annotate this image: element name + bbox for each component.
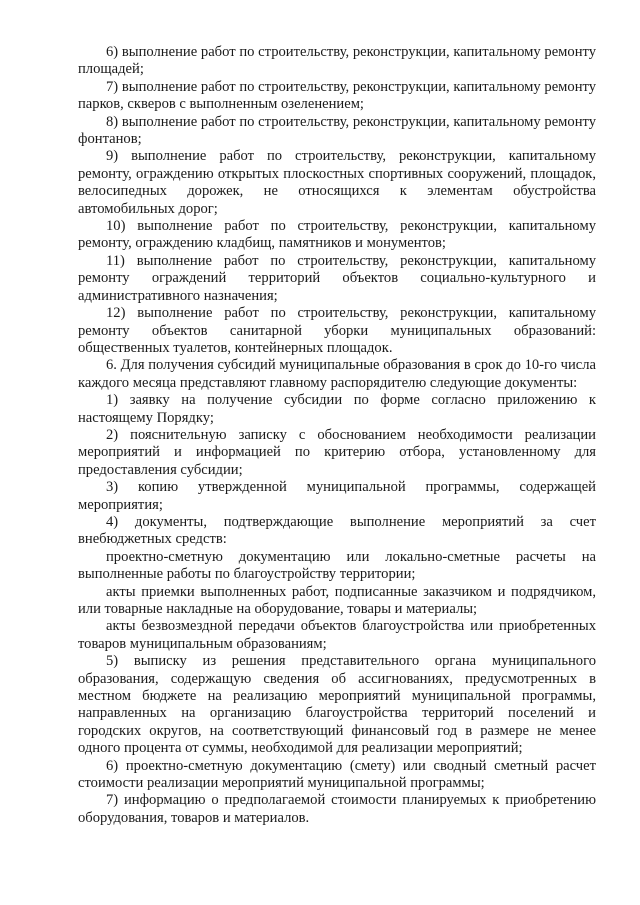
paragraph-doc-2-note: 2) пояснительную записку с обоснованием необходимости реализации мероприятий и информацией по критерию отбора, установленному для предоставления субсидии; bbox=[78, 426, 596, 478]
paragraph-item-12-sanitary: 12) выполнение работ по строительству, реконструкции, капитальному ремонту объектов санитарной уборки муниципальных образований: общественных туалетов, контейнерных площадок. bbox=[78, 305, 596, 356]
paragraph-section-6-intro: 6. Для получения субсидий муниципальные образования в срок до 10-го числа каждого месяца представляют главному распорядителю следующие документы: bbox=[78, 357, 596, 391]
paragraph-doc-4-estimates: проектно-сметную документацию или локально-сметные расчеты на выполненные работы по благоустройству территории; bbox=[78, 548, 596, 583]
paragraph-item-6-squares: 6) выполнение работ по строительству, реконструкции, капитальному ремонту площадей; bbox=[78, 44, 596, 78]
paragraph-item-8-fountains: 8) выполнение работ по строительству, реконструкции, капитальному ремонту фонтанов; bbox=[78, 113, 596, 148]
paragraph-item-10-cemeteries: 10) выполнение работ по строительству, реконструкции, капитальному ремонту, ограждению кладбищ, памятников и монументов; bbox=[78, 218, 596, 252]
paragraph-doc-4-transfer: акты безвозмездной передачи объектов благоустройства или приобретенных товаров муниципальным образованиям; bbox=[78, 618, 596, 652]
paragraph-doc-3-program: 3) копию утвержденной муниципальной программы, содержащей мероприятия; bbox=[78, 479, 596, 513]
document-page bbox=[78, 44, 596, 827]
paragraph-item-7-parks: 7) выполнение работ по строительству, реконструкции, капитальному ремонту парков, скверов с выполненным озеленением; bbox=[78, 78, 596, 113]
paragraph-doc-5-extract: 5) выписку из решения представительного органа муниципального образования, содержащую сведения об ассигнованиях, предусмотренных в местном бюджете на реализацию мероприятий муниципальной программы, направленных на организацию благоустройства территорий поселений и городских округов, на соответствующий финансовый год в размере не менее одного процента от суммы, необходимой для реализации мероприятий; bbox=[78, 653, 596, 757]
paragraph-doc-6-estimate: 6) проектно-сметную документацию (смету) или сводный сметный расчет стоимости реализации мероприятий муниципальной программы; bbox=[78, 757, 596, 792]
paragraph-doc-4-acts: акты приемки выполненных работ, подписанные заказчиком и подрядчиком, или товарные накладные на оборудование, товары и материалы; bbox=[78, 583, 596, 617]
paragraph-doc-4-documents: 4) документы, подтверждающие выполнение мероприятий за счет внебюджетных средств: bbox=[78, 513, 596, 548]
paragraph-doc-1-application: 1) заявку на получение субсидии по форме согласно приложению к настоящему Порядку; bbox=[78, 392, 596, 426]
paragraph-doc-7-info: 7) информацию о предполагаемой стоимости планируемых к приобретению оборудования, товаров и материалов. bbox=[78, 792, 596, 826]
paragraph-item-11-fences: 11) выполнение работ по строительству, реконструкции, капитальному ремонту ограждений территорий объектов социально-культурного и административного назначения; bbox=[78, 252, 596, 304]
paragraph-item-9-sports: 9) выполнение работ по строительству, реконструкции, капитальному ремонту, ограждению открытых плоскостных спортивных сооружений, площадок, велосипедных дорожек, не относящихся к элементам обустройства автомобильных дорог; bbox=[78, 148, 596, 217]
